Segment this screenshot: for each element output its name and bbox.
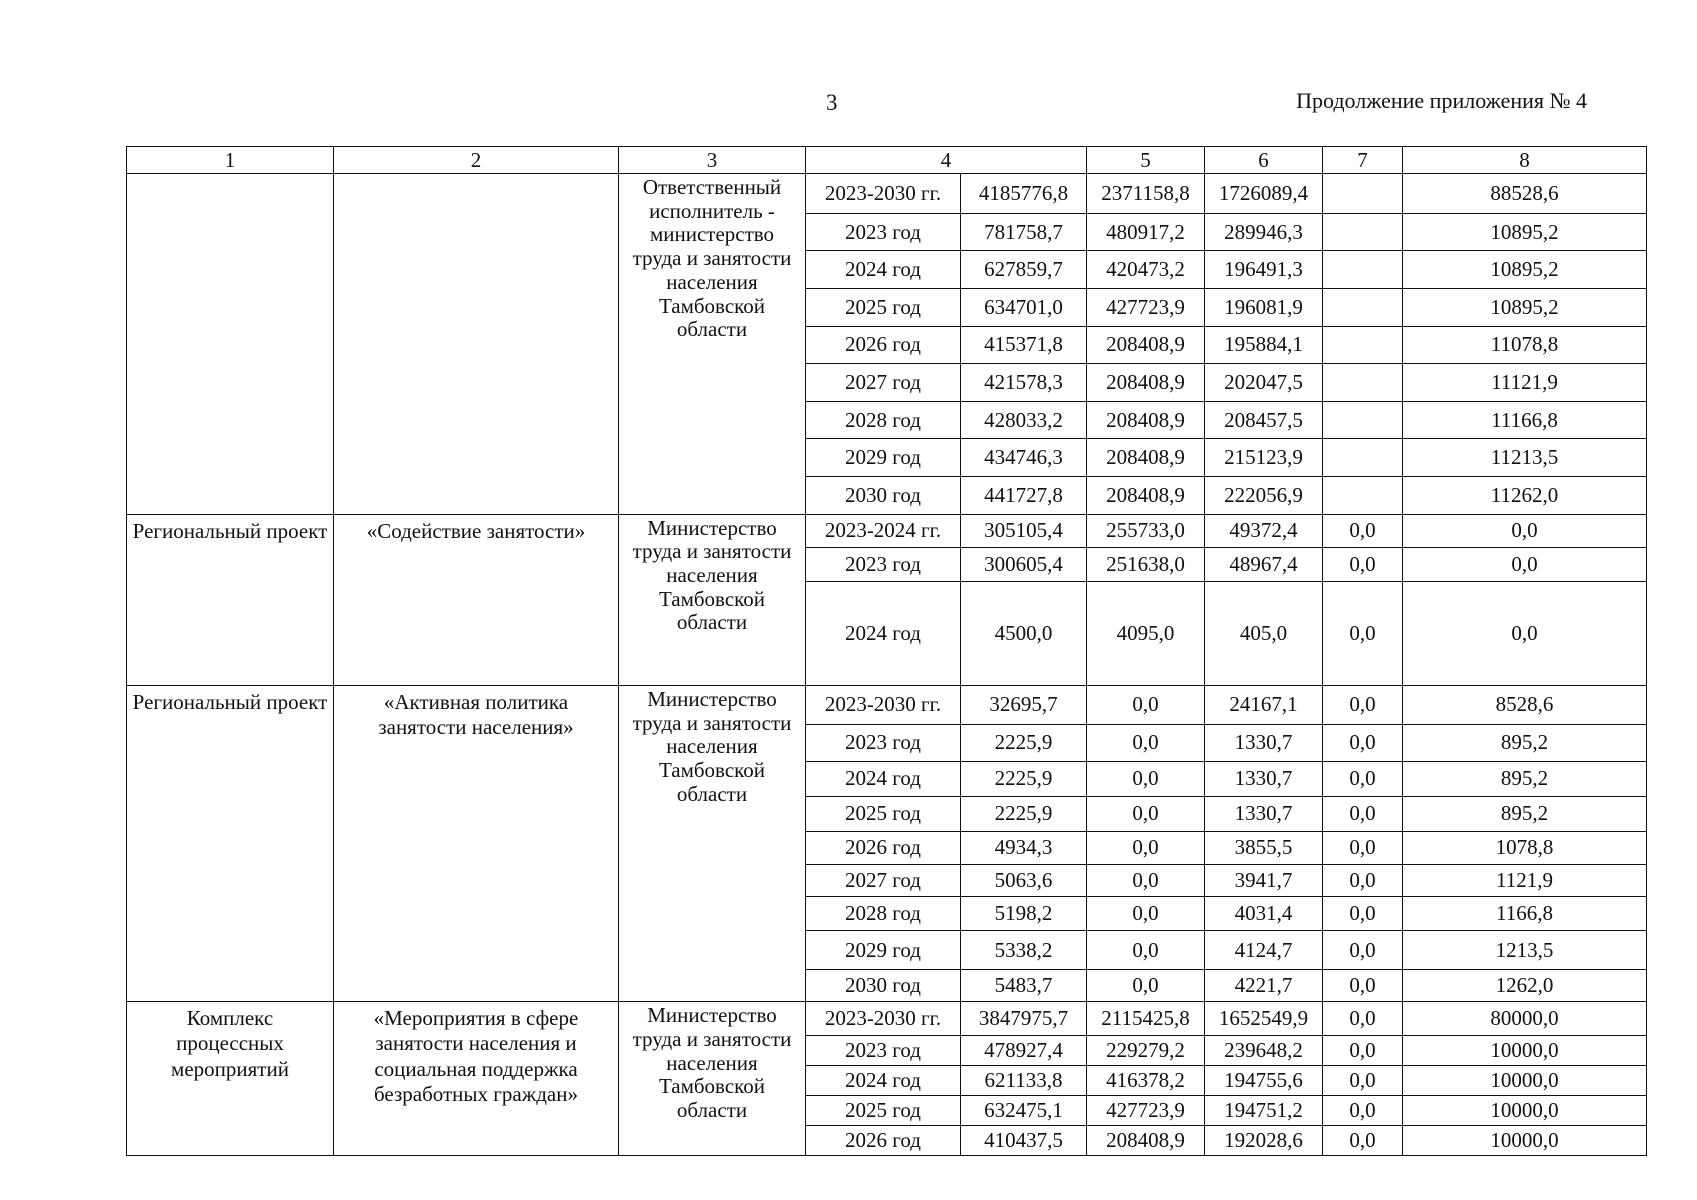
col4-value: 305105,4: [961, 514, 1087, 547]
col8-value: 11166,8: [1403, 401, 1647, 439]
col8-value: 10000,0: [1403, 1066, 1647, 1096]
col8-value: 11121,9: [1403, 364, 1647, 402]
col8-value: 10895,2: [1403, 251, 1647, 289]
col8-value: 1078,8: [1403, 831, 1647, 864]
period-cell: 2030 год: [806, 476, 961, 514]
col4-value: 4934,3: [961, 831, 1087, 864]
col4-value: 634701,0: [961, 288, 1087, 326]
col6-value: 1330,7: [1205, 724, 1323, 762]
col8-value: 895,2: [1403, 796, 1647, 831]
name-cell: «Содействие занятости»: [334, 514, 619, 685]
col5-value: 208408,9: [1087, 326, 1205, 364]
executor-cell: Министерство труда и занятости населения Тамбовской области: [619, 514, 806, 685]
col6-value: 3855,5: [1205, 831, 1323, 864]
col5-value: 420473,2: [1087, 251, 1205, 289]
col7-value: [1323, 288, 1403, 326]
col5-value: 208408,9: [1087, 364, 1205, 402]
table-body: [127, 174, 1647, 1156]
col5-value: 4095,0: [1087, 582, 1205, 686]
col7-value: [1323, 476, 1403, 514]
col5-value: 208408,9: [1087, 1125, 1205, 1155]
table-row: [127, 514, 1647, 547]
executor-cell: Министерство труда и занятости населения Тамбовской области: [619, 685, 806, 1001]
col4-value: 4500,0: [961, 582, 1087, 686]
col6-value: 4124,7: [1205, 931, 1323, 970]
header-col-5: 5: [1087, 147, 1205, 174]
col5-value: 229279,2: [1087, 1036, 1205, 1066]
col7-value: [1323, 364, 1403, 402]
table-row: [127, 685, 1647, 724]
col8-value: 895,2: [1403, 724, 1647, 762]
col6-value: 196081,9: [1205, 288, 1323, 326]
period-cell: 2023-2030 гг.: [806, 685, 961, 724]
col8-value: 10895,2: [1403, 213, 1647, 251]
table-row: [127, 174, 1647, 214]
col8-value: 8528,6: [1403, 685, 1647, 724]
col5-value: 208408,9: [1087, 401, 1205, 439]
col6-value: 239648,2: [1205, 1036, 1323, 1066]
col5-value: 255733,0: [1087, 514, 1205, 547]
col7-value: 0,0: [1323, 547, 1403, 581]
col8-value: 1166,8: [1403, 897, 1647, 931]
col6-value: 3941,7: [1205, 865, 1323, 897]
col7-value: 0,0: [1323, 897, 1403, 931]
col4-value: 5198,2: [961, 897, 1087, 931]
col6-value: 48967,4: [1205, 547, 1323, 581]
col6-value: 24167,1: [1205, 685, 1323, 724]
period-cell: 2028 год: [806, 401, 961, 439]
executor-cell: Министерство труда и занятости населения Тамбовской области: [619, 1002, 806, 1156]
header-col-7: 7: [1323, 147, 1403, 174]
period-cell: 2030 год: [806, 970, 961, 1002]
col4-value: 434746,3: [961, 439, 1087, 477]
col4-value: 441727,8: [961, 476, 1087, 514]
col8-value: 0,0: [1403, 547, 1647, 581]
col4-value: 410437,5: [961, 1125, 1087, 1155]
col8-value: 895,2: [1403, 762, 1647, 796]
period-cell: 2029 год: [806, 439, 961, 477]
col8-value: 88528,6: [1403, 174, 1647, 214]
col7-value: 0,0: [1323, 514, 1403, 547]
col5-value: 0,0: [1087, 796, 1205, 831]
period-cell: 2023 год: [806, 547, 961, 581]
col5-value: 0,0: [1087, 831, 1205, 864]
col7-value: 0,0: [1323, 762, 1403, 796]
col8-value: 10000,0: [1403, 1096, 1647, 1126]
col7-value: [1323, 439, 1403, 477]
col6-value: 192028,6: [1205, 1125, 1323, 1155]
col7-value: 0,0: [1323, 931, 1403, 970]
col8-value: 11078,8: [1403, 326, 1647, 364]
col5-value: 251638,0: [1087, 547, 1205, 581]
col7-value: [1323, 326, 1403, 364]
budget-table: [126, 146, 1647, 1156]
period-cell: 2024 год: [806, 582, 961, 686]
period-cell: 2023 год: [806, 1036, 961, 1066]
col6-value: 196491,3: [1205, 251, 1323, 289]
col7-value: 0,0: [1323, 970, 1403, 1002]
col7-value: 0,0: [1323, 1036, 1403, 1066]
col6-value: 49372,4: [1205, 514, 1323, 547]
col8-value: 11213,5: [1403, 439, 1647, 477]
period-cell: 2024 год: [806, 762, 961, 796]
period-cell: 2025 год: [806, 288, 961, 326]
period-cell: 2023 год: [806, 213, 961, 251]
col6-value: 194751,2: [1205, 1096, 1323, 1126]
period-cell: 2027 год: [806, 364, 961, 402]
header-col-6: 6: [1205, 147, 1323, 174]
col7-value: 0,0: [1323, 1066, 1403, 1096]
name-cell: «Активная политика занятости населения»: [334, 685, 619, 1001]
col5-value: 208408,9: [1087, 476, 1205, 514]
col6-value: 195884,1: [1205, 326, 1323, 364]
col6-value: 289946,3: [1205, 213, 1323, 251]
table-row: [127, 1002, 1647, 1036]
col4-value: 781758,7: [961, 213, 1087, 251]
col6-value: 222056,9: [1205, 476, 1323, 514]
col7-value: 0,0: [1323, 1125, 1403, 1155]
col4-value: 5063,6: [961, 865, 1087, 897]
period-cell: 2027 год: [806, 865, 961, 897]
col5-value: 0,0: [1087, 897, 1205, 931]
period-cell: 2023-2024 гг.: [806, 514, 961, 547]
col7-value: 0,0: [1323, 796, 1403, 831]
col4-value: 2225,9: [961, 724, 1087, 762]
col4-value: 300605,4: [961, 547, 1087, 581]
col5-value: 0,0: [1087, 724, 1205, 762]
col4-value: 632475,1: [961, 1096, 1087, 1126]
period-cell: 2026 год: [806, 1125, 961, 1155]
col4-value: 2225,9: [961, 796, 1087, 831]
budget-table-container: [126, 146, 1646, 1156]
col6-value: 1330,7: [1205, 762, 1323, 796]
name-cell: [334, 174, 619, 515]
header-col-3: 3: [619, 147, 806, 174]
header-col-1: 1: [127, 147, 334, 174]
col5-value: 208408,9: [1087, 439, 1205, 477]
col4-value: 4185776,8: [961, 174, 1087, 214]
col5-value: 427723,9: [1087, 1096, 1205, 1126]
col8-value: 10000,0: [1403, 1036, 1647, 1066]
col5-value: 2115425,8: [1087, 1002, 1205, 1036]
col7-value: 0,0: [1323, 1002, 1403, 1036]
period-cell: 2024 год: [806, 1066, 961, 1096]
period-cell: 2023-2030 гг.: [806, 174, 961, 214]
period-cell: 2024 год: [806, 251, 961, 289]
col6-value: 194755,6: [1205, 1066, 1323, 1096]
col4-value: 421578,3: [961, 364, 1087, 402]
col4-value: 5483,7: [961, 970, 1087, 1002]
col7-value: 0,0: [1323, 1096, 1403, 1126]
col4-value: 32695,7: [961, 685, 1087, 724]
header-col-2: 2: [334, 147, 619, 174]
row-type-cell: [127, 174, 334, 515]
col5-value: 480917,2: [1087, 213, 1205, 251]
header-col-4: 4: [806, 147, 1087, 174]
col5-value: 427723,9: [1087, 288, 1205, 326]
col6-value: 1726089,4: [1205, 174, 1323, 214]
col7-value: [1323, 251, 1403, 289]
period-cell: 2025 год: [806, 1096, 961, 1126]
col7-value: 0,0: [1323, 831, 1403, 864]
col6-value: 405,0: [1205, 582, 1323, 686]
col5-value: 0,0: [1087, 762, 1205, 796]
col5-value: 416378,2: [1087, 1066, 1205, 1096]
header-col-8: 8: [1403, 147, 1647, 174]
row-type-cell: Региональный проект: [127, 685, 334, 1001]
col8-value: 1262,0: [1403, 970, 1647, 1002]
page-number: 3: [826, 90, 838, 115]
col7-value: [1323, 174, 1403, 214]
col6-value: 208457,5: [1205, 401, 1323, 439]
col8-value: 11262,0: [1403, 476, 1647, 514]
col4-value: 478927,4: [961, 1036, 1087, 1066]
col7-value: 0,0: [1323, 685, 1403, 724]
row-type-cell: Региональный проект: [127, 514, 334, 685]
col6-value: 4221,7: [1205, 970, 1323, 1002]
row-type-cell: Комплекс процессных мероприятий: [127, 1002, 334, 1156]
col6-value: 4031,4: [1205, 897, 1323, 931]
col7-value: [1323, 213, 1403, 251]
col4-value: 3847975,7: [961, 1002, 1087, 1036]
col6-value: 1330,7: [1205, 796, 1323, 831]
header-row: [127, 147, 1647, 174]
col4-value: 627859,7: [961, 251, 1087, 289]
period-cell: 2026 год: [806, 831, 961, 864]
col4-value: 5338,2: [961, 931, 1087, 970]
col8-value: 10895,2: [1403, 288, 1647, 326]
col8-value: 10000,0: [1403, 1125, 1647, 1155]
col4-value: 428033,2: [961, 401, 1087, 439]
col5-value: 2371158,8: [1087, 174, 1205, 214]
col6-value: 202047,5: [1205, 364, 1323, 402]
col8-value: 0,0: [1403, 514, 1647, 547]
col6-value: 1652549,9: [1205, 1002, 1323, 1036]
period-cell: 2023 год: [806, 724, 961, 762]
period-cell: 2028 год: [806, 897, 961, 931]
col5-value: 0,0: [1087, 685, 1205, 724]
col8-value: 80000,0: [1403, 1002, 1647, 1036]
col5-value: 0,0: [1087, 931, 1205, 970]
executor-cell: Ответственный исполнитель - министерство труда и занятости населения Тамбовской области: [619, 174, 806, 515]
period-cell: 2025 год: [806, 796, 961, 831]
appendix-continuation-note: Продолжение приложения № 4: [1296, 88, 1587, 113]
col4-value: 2225,9: [961, 762, 1087, 796]
col4-value: 415371,8: [961, 326, 1087, 364]
period-cell: 2026 год: [806, 326, 961, 364]
col7-value: 0,0: [1323, 582, 1403, 686]
col8-value: 1121,9: [1403, 865, 1647, 897]
col7-value: [1323, 401, 1403, 439]
name-cell: «Мероприятия в сфере занятости населения и социальная поддержка безработных граждан»: [334, 1002, 619, 1156]
col7-value: 0,0: [1323, 865, 1403, 897]
col7-value: 0,0: [1323, 724, 1403, 762]
period-cell: 2023-2030 гг.: [806, 1002, 961, 1036]
col5-value: 0,0: [1087, 970, 1205, 1002]
period-cell: 2029 год: [806, 931, 961, 970]
col8-value: 1213,5: [1403, 931, 1647, 970]
col8-value: 0,0: [1403, 582, 1647, 686]
col5-value: 0,0: [1087, 865, 1205, 897]
col4-value: 621133,8: [961, 1066, 1087, 1096]
col6-value: 215123,9: [1205, 439, 1323, 477]
